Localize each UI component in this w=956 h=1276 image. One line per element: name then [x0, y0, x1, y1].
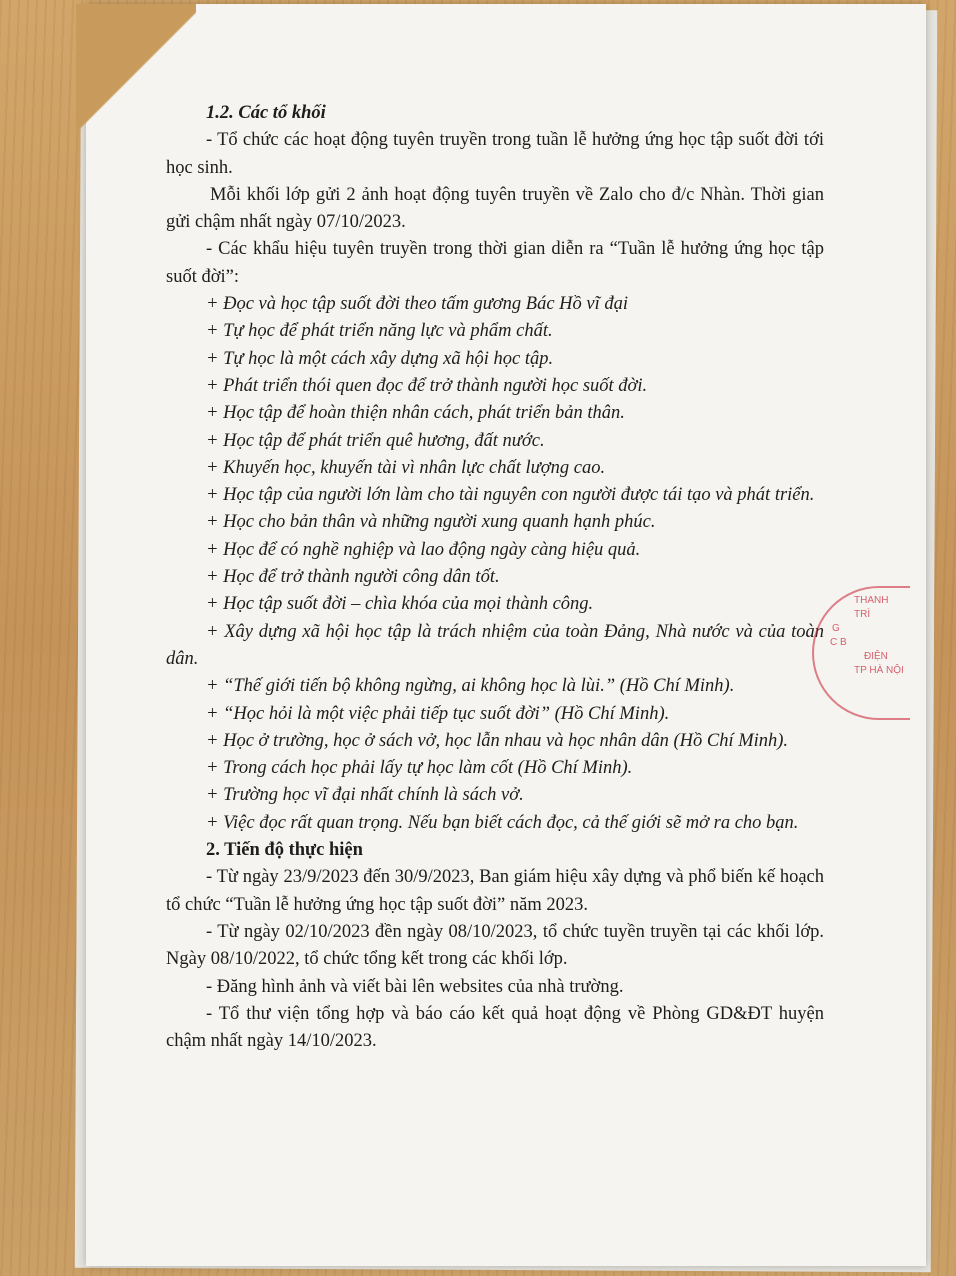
slogan-item: + Việc đọc rất quan trọng. Nếu bạn biết cách đọc, cả thế giới sẽ mở ra cho bạn.: [206, 812, 799, 833]
paragraph: - Tổ chức các hoạt động tuyên truyền trong tuần lễ hưởng ứng học tập suốt đời tới học sinh.: [166, 130, 824, 178]
slogan-item: + Học tập của người lớn làm cho tài nguyên con người được tái tạo và phát triển.: [206, 485, 815, 506]
paragraph: Mỗi khối lớp gửi 2 ảnh hoạt động tuyên truyền về Zalo cho đ/c Nhàn. Thời gian gửi chậm nhất ngày 07/10/2023.: [166, 184, 824, 233]
slogan-item: + Trường học vĩ đại nhất chính là sách vở.: [206, 785, 524, 806]
slogan-item: + Khuyến học, khuyến tài vì nhân lực chất lượng cao.: [206, 457, 606, 478]
slogan-item: + Đọc và học tập suốt đời theo tấm gương Bác Hồ vĩ đại: [206, 294, 629, 315]
stamp-text: TP HÀ NỘI: [854, 665, 904, 676]
document-body: [166, 100, 824, 1055]
slogan-item: + Tự học để phát triển năng lực và phẩm chất.: [206, 321, 553, 342]
stamp-text: ĐIỆN: [864, 651, 888, 662]
paragraph: - Từ ngày 02/10/2023 đền ngày 08/10/2023, tổ chức tuyền truyền tại các khối lớp. Ngày 08/10/2022, tổ chức tổng kết trong các khối lớp.: [166, 921, 824, 970]
slogan-item: + Trong cách học phải lấy tự học làm cốt (Hồ Chí Minh).: [206, 758, 633, 779]
slogan-item: + “Thế giới tiến bộ không ngừng, ai không học là lùi.” (Hồ Chí Minh).: [206, 676, 735, 697]
slogan-item: + “Học hỏi là một việc phải tiếp tục suốt đời” (Hồ Chí Minh).: [206, 703, 670, 724]
paragraph: - Các khẩu hiệu tuyên truyền trong thời gian diễn ra “Tuần lễ hưởng ứng học tập suốt đời”:: [166, 239, 824, 287]
stamp-text: G: [832, 623, 840, 634]
slogan-item: + Tự học là một cách xây dựng xã hội học tập.: [206, 348, 554, 369]
slogan-item: + Học để trở thành người công dân tốt.: [206, 567, 500, 588]
stamp-text: C B: [830, 637, 847, 648]
section-1-2-title: 1.2. Các tổ khối: [206, 103, 326, 123]
slogan-item: + Học tập để phát triển quê hương, đất nước.: [206, 430, 545, 451]
slogan-item: + Học để có nghề nghiệp và lao động ngày càng hiệu quả.: [206, 539, 641, 560]
paragraph: - Từ ngày 23/9/2023 đến 30/9/2023, Ban giám hiệu xây dựng và phổ biến kế hoạch tổ chức “Tuần lễ hưởng ứng học tập suốt đời” năm 2023.: [166, 867, 824, 915]
slogan-item: + Phát triển thói quen đọc để trở thành người học suốt đời.: [206, 375, 648, 396]
slogan-item: + Học ở trường, học ở sách vở, học lẫn nhau và học nhân dân (Hồ Chí Minh).: [206, 730, 789, 751]
slogan-item: + Học tập suốt đời – chìa khóa của mọi thành công.: [206, 594, 594, 615]
slogan-item: + Học tập để hoàn thiện nhân cách, phát triển bản thân.: [206, 403, 625, 424]
slogan-item: + Học cho bản thân và những người xung quanh hạnh phúc.: [206, 512, 656, 533]
paragraph: - Đăng hình ảnh và viết bài lên websites của nhà trường.: [206, 976, 624, 997]
red-seal-stamp: [812, 586, 910, 720]
document-page: [86, 4, 926, 1266]
stamp-text: THANH TRÌ: [854, 595, 889, 620]
paragraph: - Tổ thư viện tổng hợp và báo cáo kết quả hoạt động về Phòng GD&ĐT huyện chậm nhất ngày 14/10/2023.: [166, 1003, 824, 1052]
section-2-title: 2. Tiến độ thực hiện: [206, 840, 363, 861]
slogan-item: + Xây dựng xã hội học tập là trách nhiệm của toàn Đảng, Nhà nước và của toàn dân.: [166, 621, 824, 669]
